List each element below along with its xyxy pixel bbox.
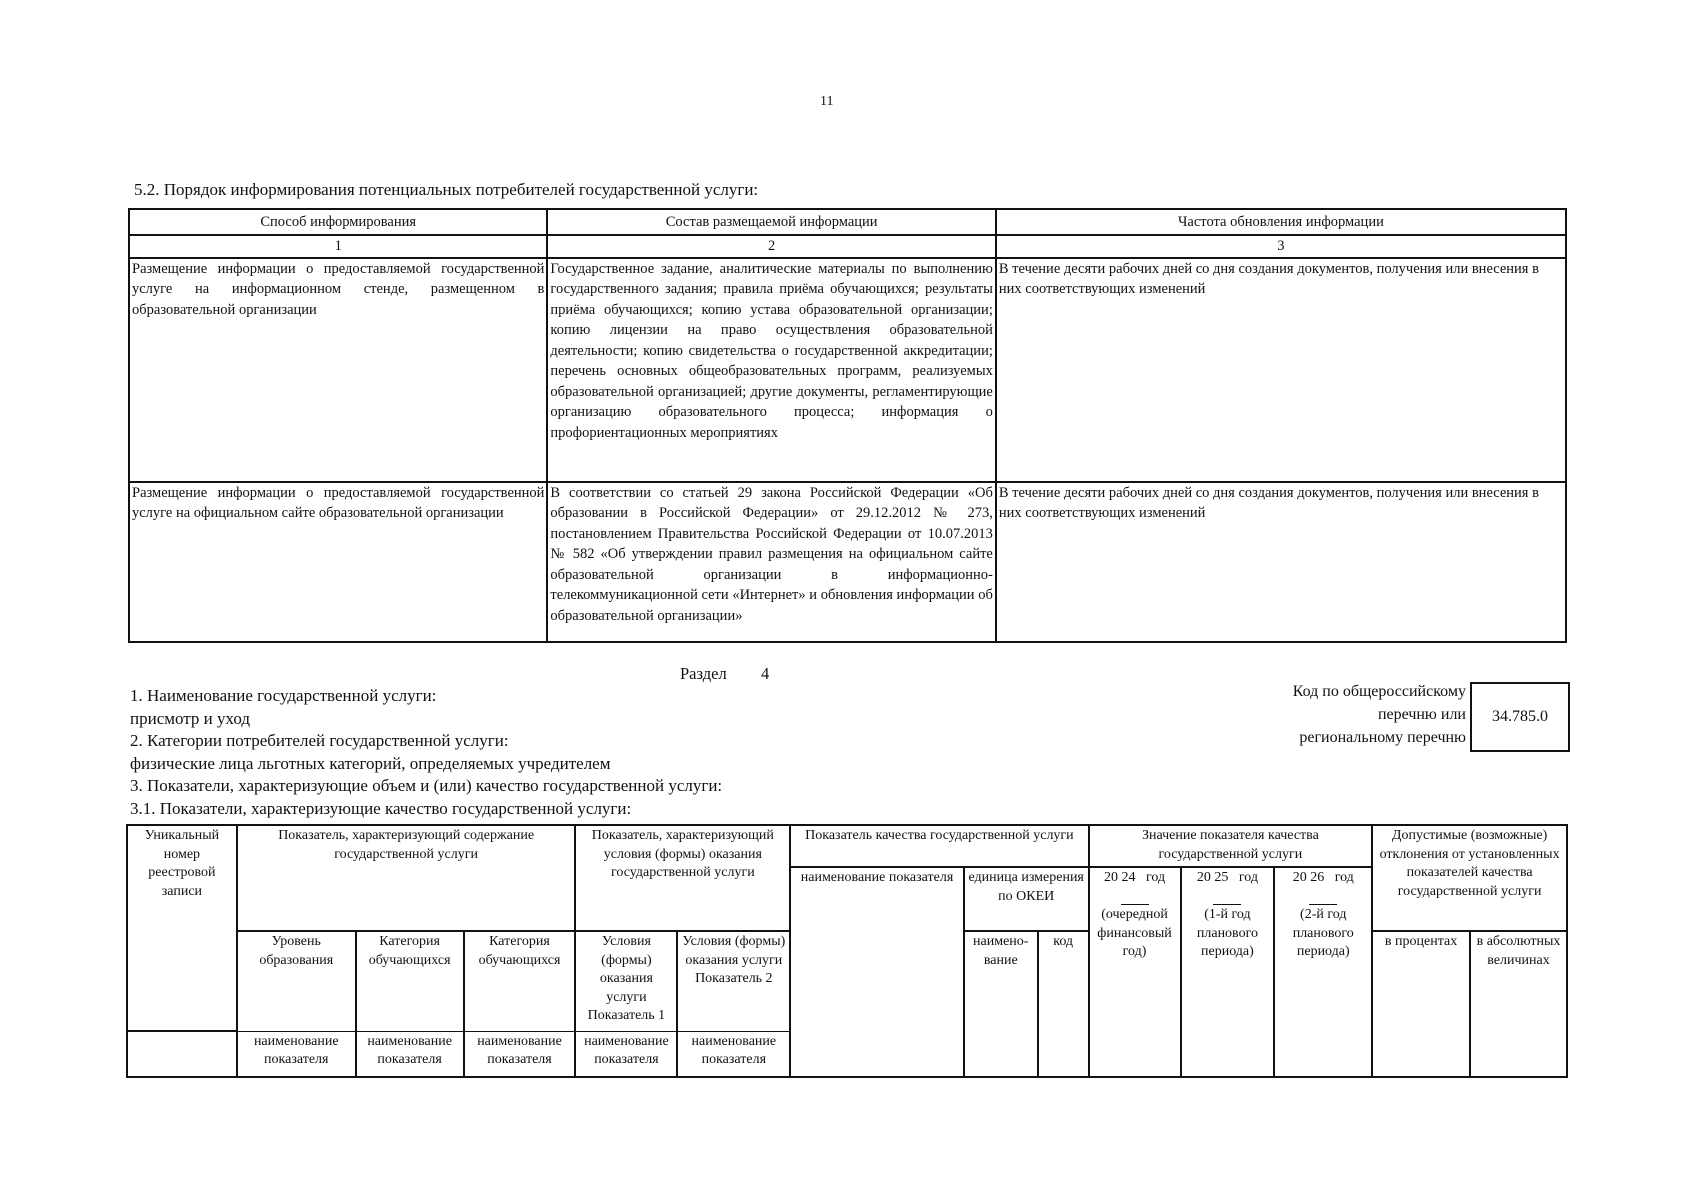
in-absolute-header: в абсолютных величинах: [1470, 931, 1567, 1077]
unit-name-header: наимено-вание: [964, 931, 1038, 1077]
category1-name: наименование показателя: [356, 1031, 464, 1077]
code-label-line1: Код по общероссийскому: [1292, 683, 1466, 700]
level-header: Уровень образования: [237, 931, 356, 1031]
row1-frequency: В течение десяти рабочих дней со дня создания документов, получения или внесения в них соответствующих изменений: [996, 258, 1566, 482]
cond1-name: наименование показателя: [575, 1031, 677, 1077]
unique-number-empty: [127, 1031, 237, 1077]
col-number: 1: [129, 235, 547, 258]
row2-content: В соответствии со статьей 29 закона Российской Федерации «Об образовании в Российской Федерации» от 29.12.2012 № 273, постановлением Правительства Российской Федерации от 10.07.2013 № 582 «Об утверждении правил размещения на официальном сайте образовательной организации в информационно-телекоммуникационной сети «Интернет» и обновления информации об образовательной организации»: [547, 482, 995, 642]
year1-value: 20 24: [1103, 870, 1136, 885]
year3-period: (2-й год планового периода): [1292, 907, 1354, 959]
indicators-label: 3. Показатели, характеризующие объем и (или) качество государственной услуги:: [130, 776, 723, 795]
header-frequency: Частота обновления информации: [996, 209, 1566, 235]
year1-word: год: [1145, 870, 1166, 885]
col-number: 2: [547, 235, 995, 258]
section-title: [680, 664, 769, 684]
cond2-name: наименование показателя: [677, 1031, 790, 1077]
year1-period: (очередной финансовый год): [1097, 907, 1172, 959]
registry-code: 34.785.0: [1492, 708, 1548, 725]
year3-underline: [1277, 888, 1369, 907]
service-name-label: 1. Наименование государственной услуги:: [130, 686, 437, 705]
header-content: Состав размещаемой информации: [547, 209, 995, 235]
deviations-header: Допустимые (возможные) отклонения от установленных показателей качества государственной услуги: [1372, 825, 1567, 931]
registry-code-box: [1470, 682, 1570, 752]
unit-header: единица измерения по ОКЕИ: [964, 867, 1089, 931]
indicator-name-header: наименование показателя: [790, 867, 964, 1077]
code-label: [1250, 680, 1466, 749]
year2-header: [1181, 867, 1275, 1077]
year3-word: год: [1334, 870, 1354, 885]
cond1-header: Условия (формы) оказания услуги Показатель 1: [575, 931, 677, 1031]
row2-frequency: В течение десяти рабочих дней со дня создания документов, получения или внесения в них соответствующих изменений: [996, 482, 1566, 642]
year2-period: (1-й год планового периода): [1196, 907, 1258, 959]
section-number: 4: [760, 664, 770, 683]
code-label-line2: перечню или: [1377, 706, 1466, 723]
year1-line: [1092, 869, 1178, 888]
level-name: наименование показателя: [237, 1031, 356, 1077]
row1-content: Государственное задание, аналитические материалы по выполнению государственного задания; правила приёма обучающихся; результаты приёма обучающихся; копию устава образовательной организации; копию лицензии на право осуществления образовательной деятельности; копию свидетельства о государственной аккредитации; перечень основных общеобразовательных программ, реализуемых образовательной организацией; другие документы, регламентирующие организацию образовательного процесса; информация о профориентационных мероприятиях: [547, 258, 995, 482]
year3-line: [1277, 869, 1369, 888]
unit-code-header: код: [1038, 931, 1089, 1077]
year2-underline: [1184, 888, 1272, 907]
quality-indicator-header: Показатель качества государственной услуги: [790, 825, 1088, 867]
service-name-value: присмотр и уход: [130, 709, 251, 728]
content-indicator-header: Показатель, характеризующий содержание государственной услуги: [237, 825, 576, 931]
row2-method: Размещение информации о предоставляемой государственной услуге на официальном сайте образовательной организации: [129, 482, 547, 642]
category2-header: Категория обучающихся: [464, 931, 576, 1031]
category1-header: Категория обучающихся: [356, 931, 464, 1031]
quality-indicators-table: [126, 824, 1568, 1078]
year1-underline: [1092, 888, 1178, 907]
year3-value: 20 26: [1292, 870, 1325, 885]
unique-number-header: Уникальный номер реестровой записи: [127, 825, 237, 1031]
col-number: 3: [996, 235, 1566, 258]
service-category-label: 2. Категории потребителей государственной услуги:: [130, 731, 509, 750]
code-label-line3: региональному перечню: [1299, 729, 1466, 746]
year2-word: год: [1238, 870, 1258, 885]
year2-value: 20 25: [1196, 870, 1229, 885]
page-number: 11: [820, 94, 834, 109]
row1-method: Размещение информации о предоставляемой государственной услуге на информационном стенде, размещенном в образовательной организации: [129, 258, 547, 482]
conditions-indicator-header: Показатель, характеризующий условия (формы) оказания государственной услуги: [575, 825, 790, 931]
value-indicator-header: Значение показателя качества государственной услуги: [1089, 825, 1373, 867]
year1-header: [1089, 867, 1181, 1077]
quality-label: 3.1. Показатели, характеризующие качество государственной услуги:: [130, 799, 632, 818]
section-label: Раздел: [680, 664, 727, 683]
category2-name: наименование показателя: [464, 1031, 576, 1077]
in-percent-header: в процентах: [1372, 931, 1470, 1077]
header-method: Способ информирования: [129, 209, 547, 235]
year2-line: [1184, 869, 1272, 888]
section-5-2-heading: 5.2. Порядок информирования потенциальных потребителей государственной услуги:: [134, 180, 759, 199]
informing-table: [128, 208, 1567, 643]
year3-header: [1274, 867, 1372, 1077]
cond2-header: Условия (формы) оказания услуги Показатель 2: [677, 931, 790, 1031]
service-category-value: физические лица льготных категорий, определяемых учредителем: [130, 754, 611, 773]
